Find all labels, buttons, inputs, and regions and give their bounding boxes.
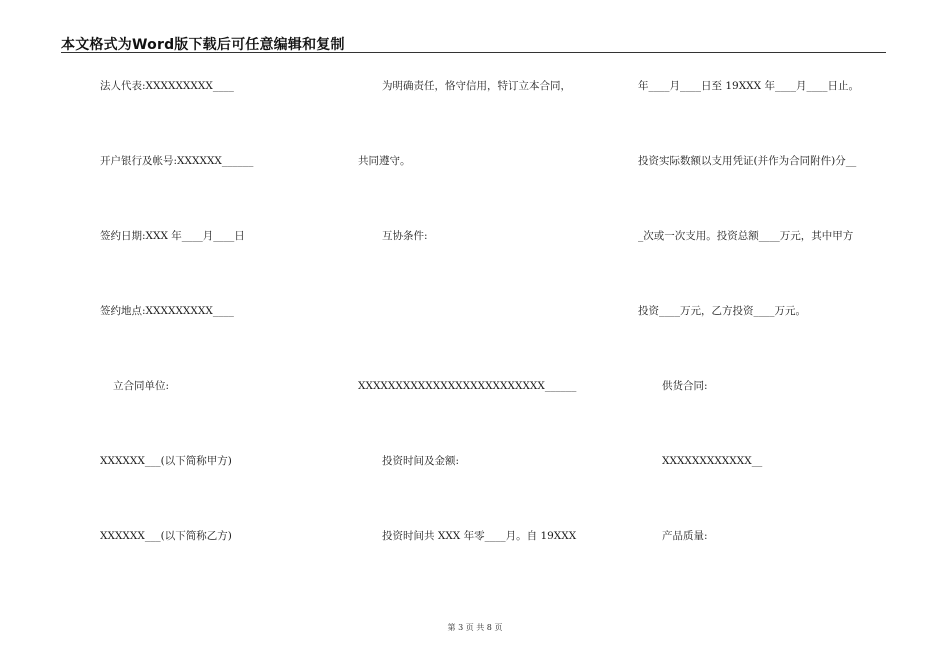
text-line: 供货合同:: [662, 380, 708, 392]
text-line: 投资实际数额以支用凭证(并作为合同附件)分__: [638, 155, 857, 167]
text-line: 为明确责任，恪守信用，特订立本合同，: [382, 80, 571, 92]
text-line: 互协条件:: [382, 230, 428, 242]
text-line: XXXXXXXXXXXX__: [662, 455, 763, 467]
text-line: XXXXXXXXXXXXXXXXXXXXXXXXX______: [358, 380, 577, 392]
text-line: _次或一次支用。投资总额____万元，其中甲方: [638, 230, 854, 242]
text-line: 立合同单位:: [113, 380, 170, 392]
text-line: 投资时间共 XXX 年零____月。自 19XXX: [382, 530, 577, 542]
text-line: 共同遵守。: [358, 155, 411, 167]
text-line: 法人代表:XXXXXXXXX____: [100, 80, 234, 92]
text-line: 签约地点:XXXXXXXXX____: [100, 305, 234, 317]
page-header-title: 本文格式为Word版下载后可任意编辑和复制: [61, 37, 345, 53]
text-line: XXXXXX___(以下简称甲方): [100, 455, 232, 467]
text-line: 签约日期:XXX 年____月____日: [100, 230, 245, 242]
text-line: 年____月____日至 19XXX 年____月____日止。: [638, 80, 859, 92]
header-divider: [61, 52, 886, 53]
text-line: 投资时间及金额:: [382, 455, 460, 467]
text-line: 产品质量:: [662, 530, 708, 542]
text-line: 投资____万元，乙方投资____万元。: [638, 305, 806, 317]
page-number-footer: 第 3 页 共 8 页: [447, 623, 503, 632]
text-line: XXXXXX___(以下简称乙方): [100, 530, 232, 542]
text-line: 开户银行及帐号:XXXXXX______: [100, 155, 254, 167]
